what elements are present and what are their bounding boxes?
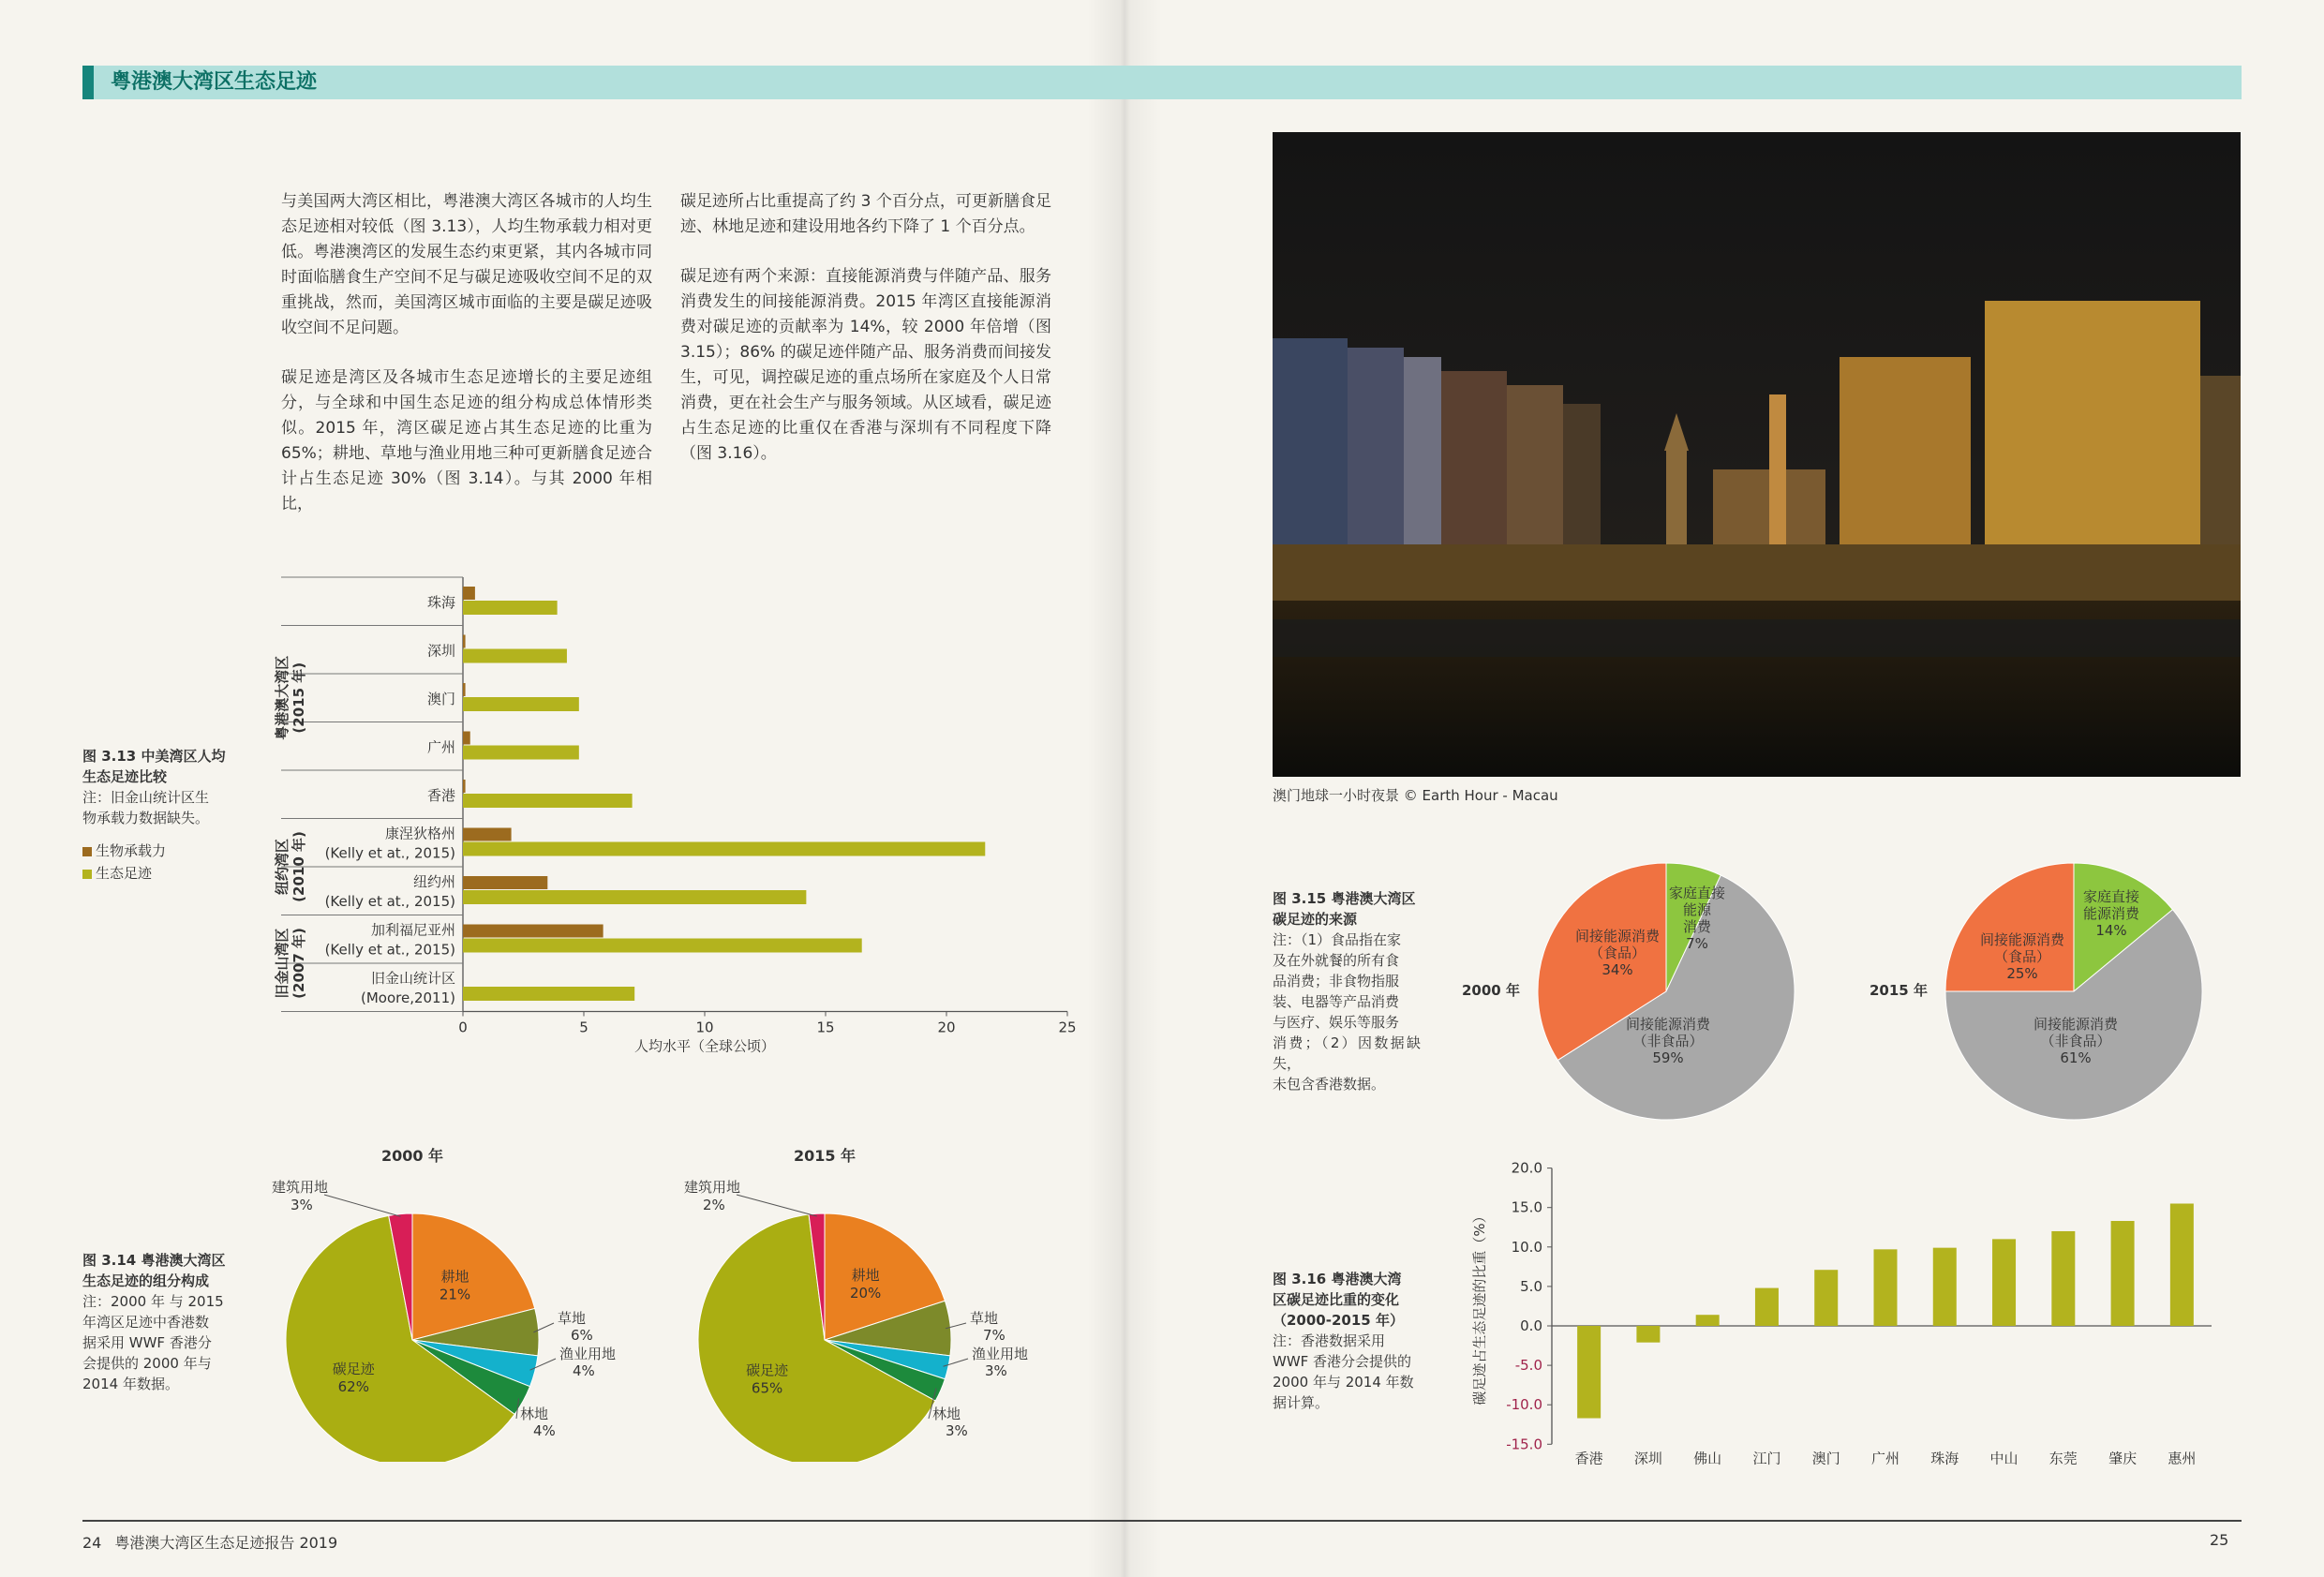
bar-biocapacity	[463, 587, 475, 600]
category-label: 纽约州	[412, 873, 455, 890]
bar-biocapacity	[463, 925, 603, 938]
fig315-note-line: 品消费；非食物指服	[1273, 973, 1400, 989]
slice-label: 草地	[970, 1310, 999, 1327]
x-tick-label: 惠州	[2168, 1450, 2197, 1467]
slice-label: 建筑用地	[684, 1179, 741, 1196]
legend-swatch	[82, 847, 92, 856]
x-tick-label: 25	[1058, 1019, 1077, 1036]
slice-label: 林地	[520, 1406, 549, 1422]
fig316-note-line: 注：香港数据采用	[1273, 1332, 1386, 1349]
slice-value: 3%	[946, 1422, 968, 1439]
section-header-bar	[82, 66, 2242, 99]
x-tick-label: 江门	[1752, 1450, 1781, 1467]
bar-biocapacity	[463, 732, 470, 745]
x-tick-label: 0	[458, 1019, 468, 1036]
group-label	[274, 656, 307, 740]
fig316-chart	[1462, 1153, 2249, 1471]
fig315-note-line: 未包含香港数据。	[1273, 1076, 1386, 1093]
fig315-title-line: 图 3.15 粤港澳大湾区	[1273, 890, 1416, 907]
fig314-caption	[82, 1250, 232, 1394]
fig314-note-line: 年湾区足迹中香港数	[82, 1314, 210, 1331]
bar-footprint	[463, 987, 634, 1001]
paragraph: 碳足迹所占比重提高了约 3 个百分点，可更新膳食足迹、林地足迹和建设用地各约下降了 1 个百分点。	[680, 192, 1051, 236]
bar-footprint	[463, 939, 862, 953]
fig315-note-line: 装、电器等产品消费	[1273, 993, 1400, 1010]
bar-biocapacity	[463, 780, 466, 793]
y-tick-label: -15.0	[1506, 1436, 1542, 1453]
x-tick-label: 15	[816, 1019, 835, 1036]
fig316-caption	[1273, 1269, 1419, 1413]
body-column-2	[680, 189, 1051, 491]
bar	[1814, 1270, 1838, 1326]
slice-label: 耕地	[440, 1268, 469, 1286]
slice-label: 间接能源消费	[2033, 1016, 2119, 1033]
fig314-note-line: 2014 年数据。	[82, 1376, 179, 1392]
bar	[2111, 1221, 2135, 1326]
footer-left	[82, 1531, 337, 1553]
slice-label: 耕地	[851, 1266, 880, 1284]
slice-value: 65%	[751, 1379, 783, 1397]
y-tick-label: 20.0	[1511, 1159, 1542, 1177]
category-sublabel: (Moore,2011)	[360, 989, 455, 1006]
bar	[1577, 1326, 1601, 1419]
category-label: 香港	[426, 787, 455, 804]
slice-label: 能源	[1682, 901, 1712, 918]
fig314-note-line: 注：2000 年 与 2015	[82, 1293, 224, 1310]
group-label-line: 粤港澳大湾区	[274, 655, 290, 740]
bar	[1992, 1239, 2016, 1326]
bar-footprint	[463, 794, 633, 808]
y-tick-label: -10.0	[1506, 1396, 1542, 1414]
slice-label: 能源消费	[2082, 905, 2140, 922]
legend-label: 生物承载力	[96, 842, 167, 859]
fig313-title-line: 图 3.13 中美湾区人均	[82, 748, 226, 765]
category-label: 康涅狄格州	[384, 825, 455, 842]
category-label: 珠海	[426, 594, 455, 611]
fig313-chart	[272, 562, 1096, 1068]
paragraph: 碳足迹是湾区及各城市生态足迹增长的主要足迹组分，与全球和中国生态足迹的组分构成总体情形类似。2015 年，湾区碳足迹占其生态足迹的比重为 65%；耕地、草地与渔业用地三种可更新膳食足迹合计占生态足迹 30%（图 3.14）。与其 2000 年相比，	[281, 368, 652, 513]
slice-value: 6%	[571, 1327, 593, 1344]
category-sublabel: (Kelly et at., 2015)	[324, 893, 455, 910]
fig316-title-line: 区碳足迹比重的变化	[1273, 1291, 1400, 1308]
group-label	[274, 928, 307, 999]
slice-value: 2%	[703, 1197, 725, 1213]
group-label-line: 纽约湾区	[274, 838, 290, 896]
fig315-caption	[1273, 888, 1421, 1094]
slice-label: 碳足迹	[332, 1360, 375, 1377]
slice-label: 间接能源消费	[1574, 928, 1661, 945]
bar-footprint	[463, 890, 806, 904]
slice-label: 家庭直接	[1668, 885, 1726, 901]
bar-footprint	[463, 601, 558, 615]
fig315-note-line: 消费；（2）因数据缺失，	[1273, 1034, 1421, 1072]
fig314-pie-2015	[684, 1138, 1087, 1462]
photo-macau-night	[1273, 132, 2241, 777]
footer-rule	[82, 1520, 2242, 1522]
group-label-line: (2015 年)	[290, 662, 307, 734]
pie-title: 2000 年	[1462, 982, 1520, 999]
slice-label: 消费	[1682, 918, 1712, 935]
x-tick-label: 10	[695, 1019, 714, 1036]
fig316-note-line: WWF 香港分会提供的	[1273, 1353, 1412, 1370]
bar	[2170, 1203, 2194, 1326]
slice-label: 渔业用地	[559, 1346, 617, 1362]
x-tick-label: 广州	[1870, 1450, 1900, 1467]
x-tick-label: 澳门	[1811, 1450, 1840, 1467]
fig316-note-line: 2000 年与 2014 年数	[1273, 1374, 1414, 1391]
y-tick-label: 15.0	[1511, 1198, 1542, 1216]
photo-caption: 澳门地球一小时夜景 © Earth Hour - Macau	[1273, 787, 1558, 804]
slice-label: 草地	[558, 1310, 587, 1327]
footer-title: 粤港澳大湾区生态足迹报告 2019	[114, 1534, 338, 1552]
slice-value: 3%	[290, 1197, 313, 1213]
x-tick-label: 肇庆	[2108, 1450, 2138, 1467]
fig314-title-line: 生态足迹的组分构成	[82, 1272, 210, 1289]
x-tick-label: 深圳	[1633, 1450, 1662, 1467]
slice-label: 61%	[2060, 1049, 2092, 1066]
leader-line	[737, 1195, 817, 1216]
y-tick-label: -5.0	[1514, 1357, 1542, 1375]
fig315-pie-2015	[1870, 853, 2226, 1124]
slice-value: 20%	[849, 1284, 882, 1302]
slice-label: 碳足迹	[746, 1361, 789, 1379]
paragraph: 与美国两大湾区相比，粤港澳大湾区各城市的人均生态足迹相对较低（图 3.13），人均生物承载力相对更低。粤港澳湾区的发展生态约束更紧，其内各城市同时面临膳食生产空间不足与碳足迹吸收空间不足的双重挑战，然而，美国湾区城市面临的主要是碳足迹吸收空间不足问题。	[281, 192, 652, 337]
fig315-note-line: 与医疗、娱乐等服务	[1273, 1014, 1400, 1031]
slice-label: 间接能源消费	[1625, 1016, 1711, 1033]
section-title: 粤港澳大湾区生态足迹	[111, 70, 318, 94]
slice-label: 14%	[2095, 922, 2127, 939]
bar-biocapacity	[463, 683, 466, 696]
legend-swatch	[82, 870, 92, 879]
body-column-1	[281, 189, 652, 542]
slice-value: 4%	[533, 1422, 556, 1439]
fig314-pie-2000	[272, 1138, 675, 1462]
fig315-pie-2000	[1462, 853, 1818, 1124]
bar	[2051, 1231, 2075, 1326]
pie-title: 2015 年	[1870, 982, 1928, 999]
x-tick-label: 东莞	[2048, 1450, 2078, 1467]
bar-biocapacity	[463, 635, 466, 648]
slice-label: 渔业用地	[972, 1346, 1029, 1362]
legend-item-biocapacity	[82, 840, 242, 862]
page-number: 25	[2210, 1531, 2229, 1549]
group-label-line: (2007 年)	[290, 928, 307, 999]
x-tick-label: 中山	[1989, 1450, 2019, 1467]
slice-label: 家庭直接	[2082, 888, 2140, 905]
legend-label: 生态足迹	[96, 865, 153, 882]
slice-label: 建筑用地	[272, 1179, 329, 1196]
fig316-title-line: 图 3.16 粤港澳大湾	[1273, 1271, 1402, 1287]
y-tick-label: 0.0	[1520, 1317, 1542, 1334]
slice-label: （食品）	[1993, 948, 2051, 965]
slice-label: 林地	[932, 1406, 961, 1422]
fig315-note-line: 注：（1）食品指在家	[1273, 931, 1402, 948]
category-label: 加利福尼亚州	[370, 921, 455, 939]
x-tick-label: 佛山	[1693, 1450, 1722, 1467]
x-tick-label: 珠海	[1930, 1450, 1959, 1467]
bar-footprint	[463, 697, 579, 711]
slice-label: （非食品）	[1632, 1033, 1704, 1049]
photo-macau-night-illustration	[1273, 132, 2241, 777]
fig315-title-line: 碳足迹的来源	[1273, 911, 1358, 928]
y-axis-label: 碳足迹占生态足迹的比重（%）	[1471, 1209, 1488, 1406]
slice-value: 62%	[337, 1377, 369, 1395]
group-label-line: (2010 年)	[290, 831, 307, 902]
group-label	[274, 831, 307, 902]
x-tick-label: 20	[937, 1019, 956, 1036]
fig313-caption	[82, 746, 242, 885]
bar-footprint	[463, 842, 985, 856]
category-sublabel: (Kelly et at., 2015)	[324, 941, 455, 959]
slice-label: 59%	[1652, 1049, 1684, 1066]
bar	[1874, 1249, 1898, 1326]
category-label: 深圳	[426, 642, 455, 660]
slice-label: 间接能源消费	[1979, 931, 2065, 948]
bar	[1755, 1288, 1779, 1326]
fig313-note-line: 物承载力数据缺失。	[82, 810, 210, 826]
bar-biocapacity	[463, 828, 512, 841]
category-label: 澳门	[426, 691, 455, 707]
slice-label: （非食品）	[2040, 1033, 2111, 1049]
slice-value: 7%	[983, 1327, 1006, 1344]
page-number: 24	[82, 1534, 102, 1552]
pie-title: 2015 年	[793, 1147, 857, 1165]
fig313-title-line: 生态足迹比较	[82, 768, 168, 785]
category-label: 旧金山统计区	[370, 970, 455, 987]
section-header-accent	[82, 66, 94, 99]
fig314-note-line: 会提供的 2000 年与	[82, 1355, 212, 1372]
fig316-title-line: （2000-2015 年）	[1273, 1312, 1404, 1329]
fig313-note-line: 注：旧金山统计区生	[82, 789, 210, 806]
category-label: 广州	[426, 738, 455, 756]
bar	[1696, 1315, 1720, 1326]
leader-line	[324, 1195, 401, 1216]
pie-title: 2000 年	[380, 1147, 444, 1165]
fig314-note-line: 据采用 WWF 香港分	[82, 1334, 212, 1351]
y-tick-label: 10.0	[1511, 1238, 1542, 1256]
bar-footprint	[463, 649, 567, 663]
slice-label: 25%	[2006, 965, 2038, 982]
fig316-note-line: 据计算。	[1273, 1394, 1330, 1411]
x-tick-label: 5	[579, 1019, 588, 1036]
page-fold-shadow	[1087, 0, 1162, 1577]
category-sublabel: (Kelly et at., 2015)	[324, 844, 455, 862]
slice-value: 21%	[439, 1286, 471, 1303]
paragraph: 碳足迹有两个来源：直接能源消费与伴随产品、服务消费发生的间接能源消费。2015 年湾区直接能源消费对碳足迹的贡献率为 14%，较 2000 年倍增（图 3.15）；86% 的碳足迹伴随产品、服务消费而间接发生，可见，调控碳足迹的重点场所在家庭及个人日常消费，更在社会生产与服务领域。从区域看，碳足迹占生态足迹的比重仅在香港与深圳有不同程度下降（图 3.16）。	[680, 267, 1051, 463]
slice-label: 7%	[1686, 935, 1708, 952]
y-tick-label: 5.0	[1520, 1277, 1542, 1295]
legend-item-footprint	[82, 862, 242, 885]
fig315-note-line: 及在外就餐的所有食	[1273, 952, 1400, 969]
group-label-line: 旧金山湾区	[274, 928, 290, 999]
x-tick-label: 香港	[1574, 1450, 1603, 1467]
bar	[1636, 1326, 1660, 1343]
bar-biocapacity	[463, 876, 547, 889]
bar	[1933, 1248, 1957, 1326]
slice-value: 4%	[573, 1362, 595, 1379]
x-axis-label: 人均水平（全球公顷）	[633, 1037, 776, 1055]
slice-label: 34%	[1601, 961, 1633, 978]
fig314-title-line: 图 3.14 粤港澳大湾区	[82, 1252, 226, 1269]
slice-label: （食品）	[1588, 945, 1646, 961]
slice-value: 3%	[985, 1362, 1007, 1379]
bar-footprint	[463, 746, 579, 760]
